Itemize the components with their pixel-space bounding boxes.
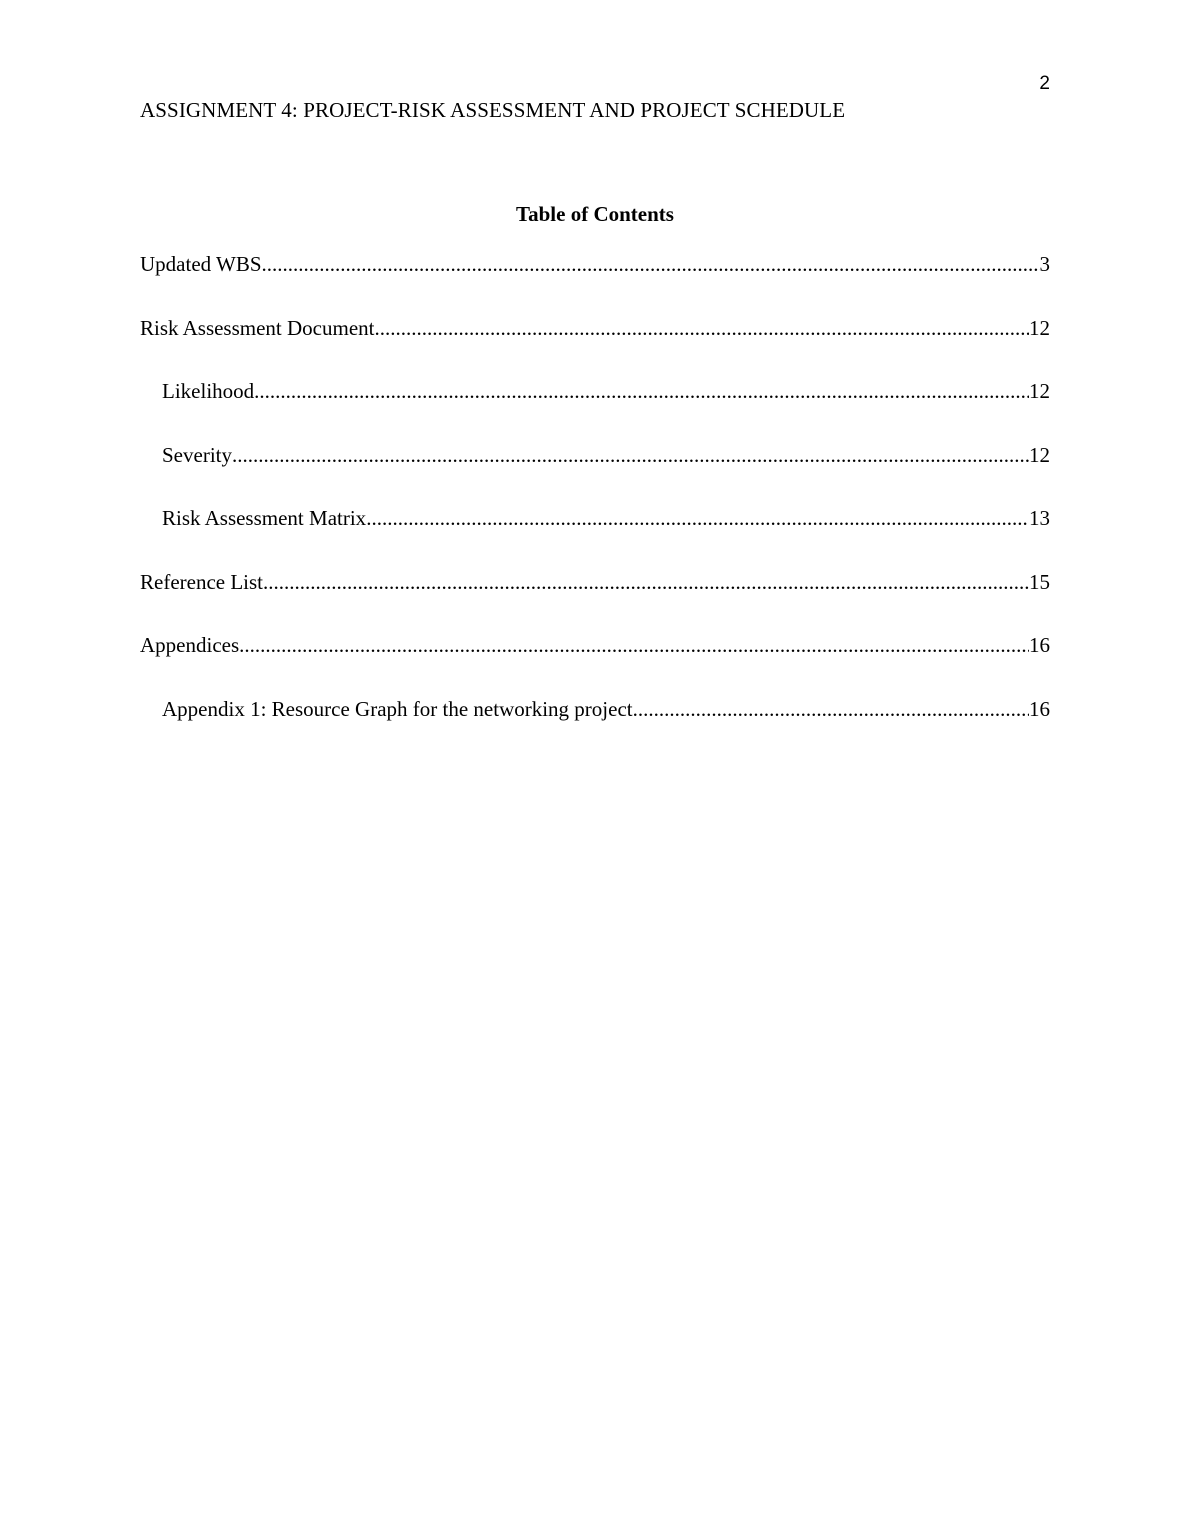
toc-entry-page: 16 (1029, 633, 1050, 657)
running-head: ASSIGNMENT 4: PROJECT-RISK ASSESSMENT AND PROJECT SCHEDULE (140, 98, 846, 122)
page-number: 2 (1039, 73, 1050, 94)
toc-entry-label: Likelihood (162, 379, 255, 403)
toc-entry-label: Severity (162, 442, 232, 467)
toc-entry-appendices[interactable] (140, 633, 1050, 697)
toc-entry-reference-list[interactable] (140, 570, 1050, 634)
toc-title: Table of Contents (516, 202, 674, 226)
toc-entry-label: Risk Assessment Document (140, 315, 375, 340)
toc-dot-leader (254, 379, 1029, 404)
toc-entry-page: 13 (1029, 506, 1050, 530)
toc-entry-page: 12 (1029, 315, 1050, 340)
toc-dot-leader (366, 506, 1029, 531)
toc-entry-label: Appendices (140, 633, 240, 657)
toc-list (140, 252, 1050, 760)
toc-entry-page: 16 (1029, 696, 1050, 721)
toc-entry-page: 12 (1029, 379, 1050, 403)
toc-entry-risk-assessment-document[interactable] (140, 316, 1050, 380)
toc-dot-leader (375, 316, 1030, 341)
toc-entry-page: 3 (1039, 252, 1050, 276)
toc-entry-page: 12 (1029, 442, 1050, 467)
toc-entry-likelihood[interactable] (140, 379, 1050, 443)
toc-entry-label: Appendix 1: Resource Graph for the networking project (162, 696, 633, 721)
toc-entry-page: 15 (1029, 569, 1050, 594)
toc-dot-leader (262, 252, 1040, 277)
toc-dot-leader (633, 697, 1029, 722)
toc-dot-leader (263, 570, 1029, 595)
toc-entry-risk-assessment-matrix[interactable] (140, 506, 1050, 570)
toc-entry-severity[interactable] (140, 443, 1050, 507)
toc-entry-appendix-1[interactable] (140, 697, 1050, 761)
toc-entry-label: Risk Assessment Matrix (162, 506, 367, 530)
toc-dot-leader (232, 443, 1029, 468)
toc-entry-label: Reference List (140, 569, 264, 594)
toc-dot-leader (239, 633, 1029, 658)
toc-entry-label: Updated WBS (140, 252, 262, 276)
toc-entry-updated-wbs[interactable] (140, 252, 1050, 316)
